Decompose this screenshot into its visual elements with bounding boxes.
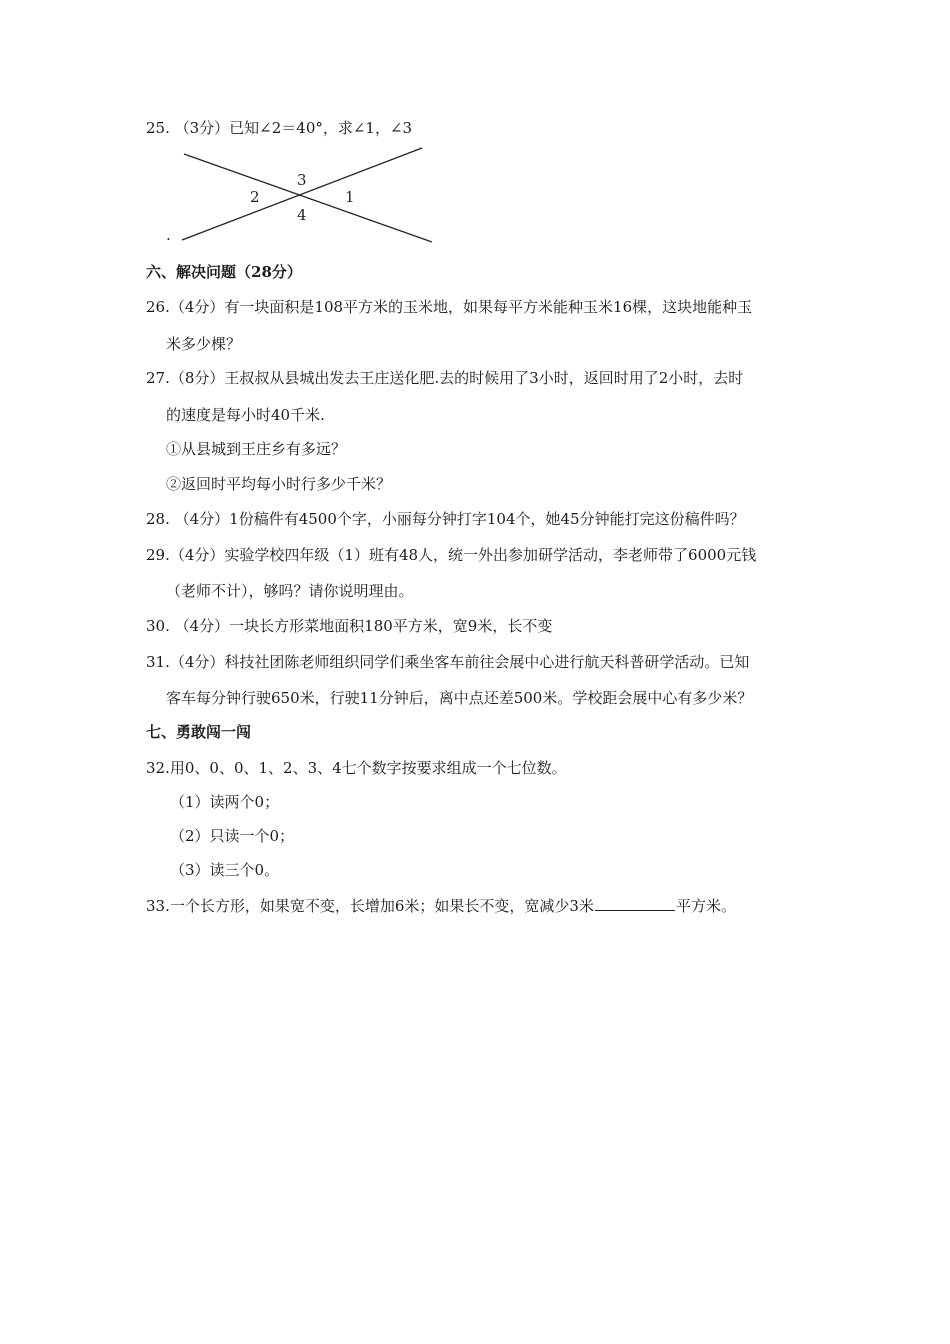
q25-text: 25. （3分）已知∠2＝40°，求∠1，∠3 xyxy=(146,119,413,137)
q33-line1 xyxy=(146,896,736,916)
q32-sub3: （3）读三个0。 xyxy=(170,861,280,879)
angle-label-4: 4 xyxy=(297,206,307,224)
q31-line2: 客车每分钟行驶650米，行驶11分钟后，离中点还差500米。学校距会展中心有多少米？ xyxy=(166,689,753,707)
q29-line2: （老师不计），够吗？请你说明理由。 xyxy=(166,582,414,600)
angle-label-3: 3 xyxy=(297,171,307,189)
q33-before: 33.一个长方形，如果宽不变，长增加6米；如果长不变，宽减少3米 xyxy=(146,897,594,915)
q32-sub1: （1）读两个0； xyxy=(170,793,280,811)
q33-answer-blank[interactable] xyxy=(595,896,675,911)
line-a xyxy=(184,154,432,242)
figure-dot: . xyxy=(166,226,171,244)
angle-figure xyxy=(160,140,460,250)
q27-line2: 的速度是每小时40千米. xyxy=(166,406,325,424)
q27-line1: 27.（8分）王叔叔从县城出发去王庄送化肥.去的时候用了3小时，返回时用了2小时，去时 xyxy=(146,369,744,387)
angle-label-1: 1 xyxy=(345,188,355,206)
q31-line1: 31.（4分）科技社团陈老师组织同学们乘坐客车前往会展中心进行航天科普研学活动。已知 xyxy=(146,653,750,671)
q28-line1: 28. （4分）1份稿件有4500个字，小丽每分钟打字104个，她45分钟能打完这份稿件吗？ xyxy=(146,510,745,528)
q27-sub2: ②返回时平均每小时行多少千米？ xyxy=(166,475,392,493)
q33-after: 平方米。 xyxy=(675,897,736,915)
q26-line1: 26.（4分）有一块面积是108平方米的玉米地，如果每平方米能种玉米16棵，这块地能种玉 xyxy=(146,298,753,316)
q32-line1: 32.用0、0、0、1、2、3、4七个数字按要求组成一个七位数。 xyxy=(146,759,567,777)
q29-line1: 29.（4分）实验学校四年级（1）班有48人，统一外出参加研学活动，李老师带了6000元钱 xyxy=(146,546,757,564)
section7-title: 七、勇敢闯一闯 xyxy=(146,723,252,741)
section6-title: 六、解决问题（28分） xyxy=(146,263,302,281)
q32-sub2: （2）只读一个0； xyxy=(170,827,295,845)
q27-sub1: ①从县城到王庄乡有多远？ xyxy=(166,440,347,458)
angle-label-2: 2 xyxy=(250,188,260,206)
q30-line1: 30. （4分）一块长方形菜地面积180平方米，宽9米，长不变 xyxy=(146,617,553,635)
q26-line2: 米多少棵？ xyxy=(166,335,242,353)
